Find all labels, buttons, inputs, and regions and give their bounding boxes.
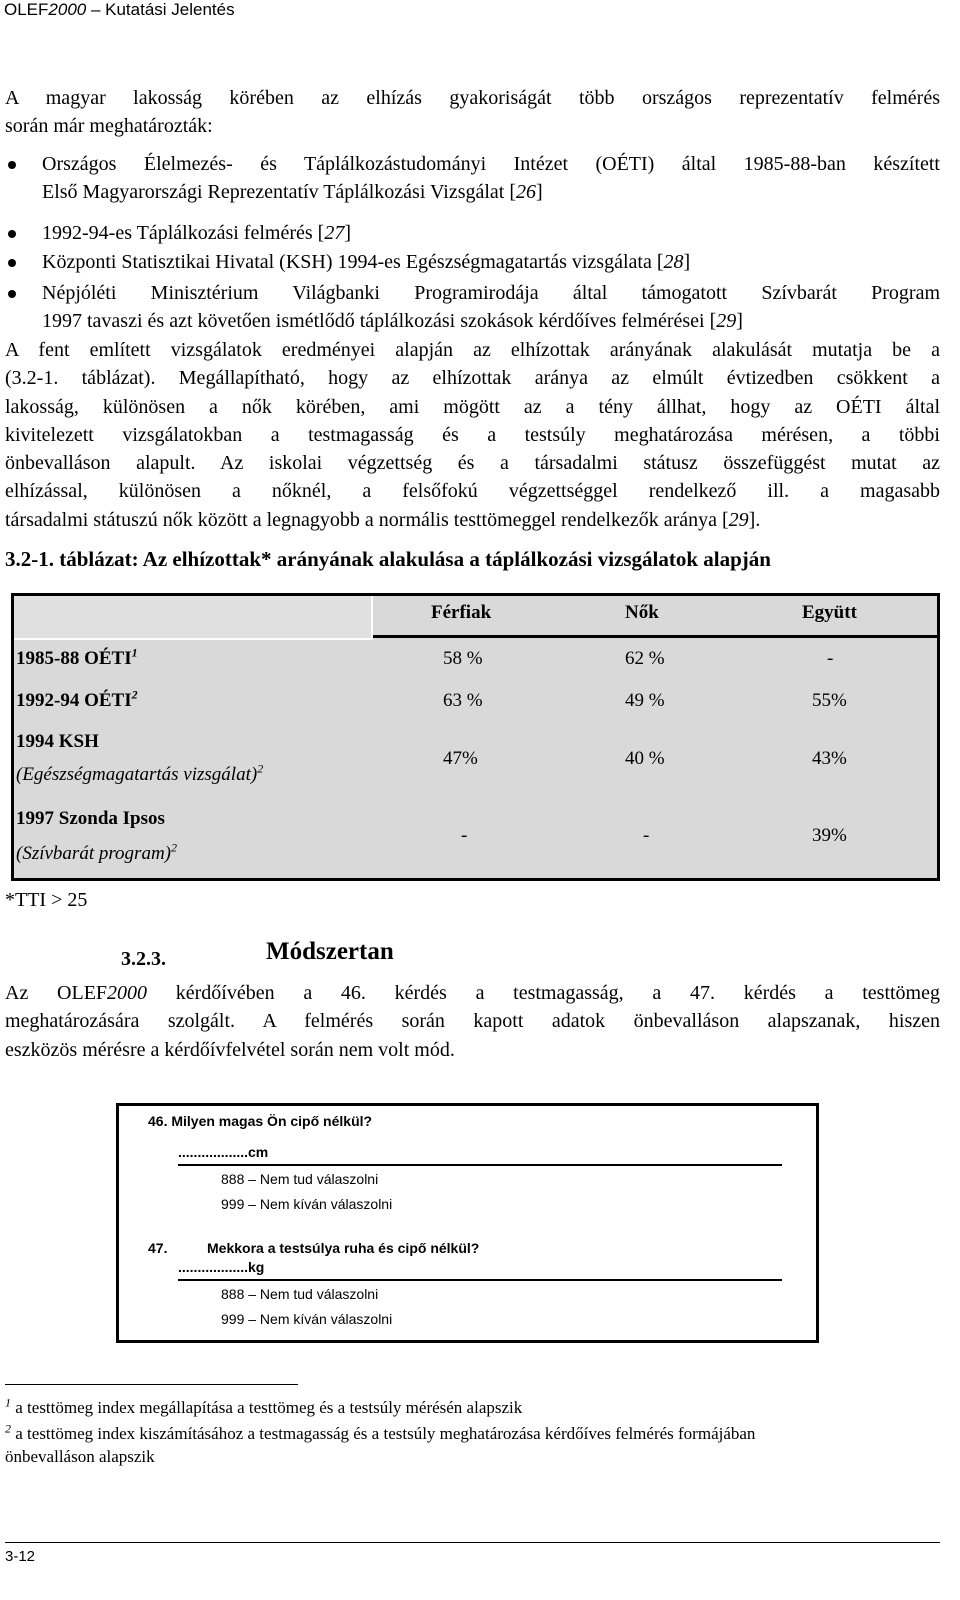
paragraph-line: lakosság, különösen a nők körében, ami mögött az a tény állhat, hogy az OÉTI által bbox=[5, 396, 940, 418]
paragraph-line: A fent említett vizsgálatok eredményei alapján az elhízottak arányának alakulását mutatja be a bbox=[5, 339, 940, 361]
height-answer-field: ..................cm bbox=[178, 1144, 269, 1160]
page-number: 3-12 bbox=[5, 1548, 36, 1565]
footnote-2: $^2$ a testtömeg index kiszámításához a testmagasság és a testsúly meghatározása kérdőíves felmérés formájában önbevalláson alapszik bbox=[5, 1421, 756, 1466]
intro-line-2: során már meghatározták: bbox=[5, 115, 213, 137]
table-cell: 62 % bbox=[625, 648, 665, 669]
table-cell: - bbox=[643, 825, 650, 846]
question-47: Mekkora a testsúlya ruha és cipő nélkül? bbox=[207, 1240, 480, 1256]
bullet-dot bbox=[8, 230, 16, 238]
table-caption: 3.2-1. táblázat: Az elhízottak* arányának alakulása a táplálkozási vizsgálatok alapján bbox=[5, 547, 771, 571]
section-number: 3.2.3. bbox=[121, 948, 166, 970]
header-year: 2000 bbox=[48, 0, 87, 19]
paragraph-line: (3.2-1. táblázat). Megállapítható, hogy az elhízottak aránya az elmúlt évtizedben csökkent a bbox=[5, 367, 940, 389]
table-note: *TTI > 25 bbox=[5, 889, 88, 911]
section-title: Módszertan bbox=[266, 938, 394, 965]
method-line-2: meghatározására szolgált. A felmérés során kapott adatok önbevalláson alapszanak, hiszen bbox=[5, 1010, 940, 1032]
bullet-dot bbox=[8, 161, 16, 169]
bullet-dot bbox=[8, 290, 16, 298]
paragraph-line: kivitelezett vizsgálatokban a testmagasság és a testsúly meghatározása mérésen, a többi bbox=[5, 424, 940, 446]
header-prefix: OLEF bbox=[4, 0, 49, 19]
table-row-label: 1994 KSH bbox=[16, 731, 99, 752]
question-47-number: 47. bbox=[148, 1240, 168, 1256]
bullet-4-line-1: Népjóléti Minisztérium Világbanki Programirodája által támogatott Szívbarát Program bbox=[42, 282, 940, 304]
bullet-1-line-2: Első Magyarországi Reprezentatív Táplálkozási Vizsgálat [26] bbox=[42, 181, 543, 203]
paragraph-line: társadalmi státuszú nők között a legnagyobb a normális testtömeggel rendelkezők aránya [29]. bbox=[5, 509, 761, 531]
table-cell: 47% bbox=[443, 748, 478, 769]
intro-line-1: A magyar lakosság körében az elhízás gyakoriságát több országos reprezentatív felmérés bbox=[5, 87, 940, 109]
table-cell: 39% bbox=[812, 825, 847, 846]
bullet-1-line-1: Országos Élelmezés- és Táplálkozástudományi Intézet (OÉTI) által 1985-88-ban készített bbox=[42, 153, 940, 175]
footnote-rule bbox=[5, 1384, 298, 1385]
header-suffix: – Kutatási Jelentés bbox=[86, 0, 235, 19]
table-row-sublabel: (Egészségmagatartás vizsgálat)$^2$ bbox=[16, 761, 264, 785]
table-cell: - bbox=[461, 825, 468, 846]
column-header-men: Férfiak bbox=[431, 602, 492, 623]
bullet-3: Központi Statisztikai Hivatal (KSH) 1994-es Egészségmagatartás vizsgálata [28] bbox=[42, 251, 691, 273]
table-row-label: 1985-88 OÉTI$^1$ bbox=[16, 645, 138, 669]
table-row-label: 1992-94 OÉTI$^2$ bbox=[16, 687, 138, 711]
footer-rule bbox=[5, 1542, 940, 1543]
weight-answer-field: ..................kg bbox=[178, 1259, 265, 1275]
obesity-table bbox=[11, 593, 940, 881]
table-header-blank bbox=[14, 596, 373, 640]
table-cell: 49 % bbox=[625, 690, 665, 711]
table-cell: 55% bbox=[812, 690, 847, 711]
method-line-1: Az OLEF2000 kérdőívében a 46. kérdés a testmagasság, a 47. kérdés a testtömeg bbox=[5, 982, 940, 1004]
answer-option: 999 – Nem kíván válaszolni bbox=[221, 1196, 393, 1212]
table-cell: 40 % bbox=[625, 748, 665, 769]
paragraph-line: elhízással, különösen a nőknél, a felsőfokú végzettséggel rendelkező ill. a magasabb bbox=[5, 480, 940, 502]
column-header-together: Együtt bbox=[802, 602, 857, 623]
answer-option: 999 – Nem kíván válaszolni bbox=[221, 1311, 393, 1327]
answer-option: 888 – Nem tud válaszolni bbox=[221, 1286, 379, 1302]
bullet-2: 1992-94-es Táplálkozási felmérés [27] bbox=[42, 222, 351, 244]
bullet-4-line-2: 1997 tavaszi és azt követően ismétlődő táplálkozási szokások kérdőíves felmérései [29] bbox=[42, 310, 743, 332]
column-header-women: Nők bbox=[625, 602, 659, 623]
footnote-1: $^1$ a testtömeg index megállapítása a testtömeg és a testsúly mérésén alapszik bbox=[5, 1395, 523, 1417]
table-cell: 43% bbox=[812, 748, 847, 769]
paragraph-line: önbevalláson alapult. Az iskolai végzettség és a társadalmi státusz összefüggést mutat az bbox=[5, 452, 940, 474]
running-header bbox=[4, 0, 235, 20]
table-cell: 63 % bbox=[443, 690, 483, 711]
divider bbox=[178, 1279, 782, 1281]
table-cell: - bbox=[827, 648, 834, 669]
answer-option: 888 – Nem tud válaszolni bbox=[221, 1171, 379, 1187]
question-46: 46. Milyen magas Ön cipő nélkül? bbox=[148, 1113, 373, 1129]
bullet-dot bbox=[8, 259, 16, 267]
divider bbox=[178, 1164, 782, 1166]
questionnaire-excerpt bbox=[116, 1103, 819, 1343]
table-row-label: 1997 Szonda Ipsos bbox=[16, 808, 165, 829]
table-row-sublabel: (Szívbarát program)$^2$ bbox=[16, 840, 177, 864]
method-line-3: eszközös mérésre a kérdőívfelvétel során nem volt mód. bbox=[5, 1039, 455, 1061]
table-cell: 58 % bbox=[443, 648, 483, 669]
